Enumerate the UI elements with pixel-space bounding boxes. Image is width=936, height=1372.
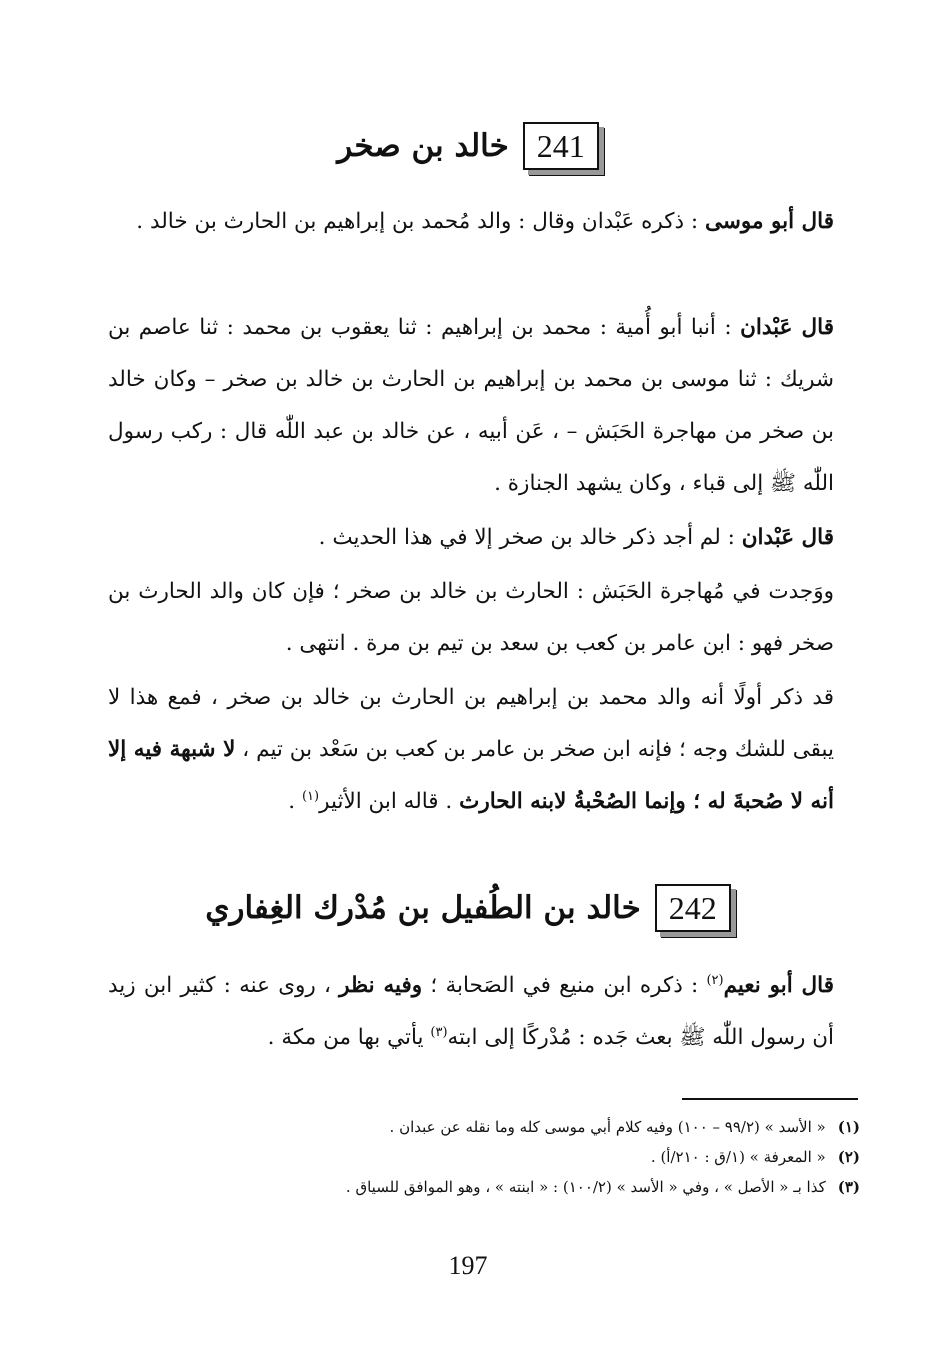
entry-242-heading (0, 884, 936, 932)
footnote-mark: (٢) (837, 1148, 860, 1166)
paragraph (108, 672, 834, 828)
paragraph-lead: قال عَبْدان (740, 315, 834, 340)
footnote-divider (682, 1098, 858, 1100)
paragraph-text: ، روى عنه : كثير ابن زيد أن رسول اللّٰه ﷺ بعث جَده : مُدْركًا إلى ابته (108, 973, 834, 1050)
paragraph-text: . قاله ابن الأثير (319, 789, 460, 814)
paragraph-text: : ذكره ابن منيع في الصَحابة ؛ (422, 973, 707, 998)
paragraph-lead: قال عَبْدان (741, 525, 834, 550)
footnote-text: كذا بـ « الأصل » ، وفي « الأسد » (١٠٠/٢) : « ابنته » ، وهو الموافق للسياق . (345, 1178, 826, 1196)
paragraph-text: قد ذكر أولًا أنه والد محمد بن إبراهيم بن الحارث بن خالد بن صخر ، فمع هذا لا يبقى للشك وجه ؛ فإنه ابن صخر بن عامر بن كعب بن سَعْد بن تيم ، (108, 685, 834, 762)
paragraph (108, 302, 834, 510)
paragraph-text: يأتي بها من مكة . (267, 1025, 431, 1050)
entry-number-box: 241 (523, 122, 599, 170)
footnote-ref[interactable]: (٣) (430, 1024, 448, 1040)
bold-phrase: لا شبهة فيه إلا أنه لا صُحبةَ له ؛ وإنما الصُحْبةُ لابنه الحارث (108, 737, 834, 814)
entry-title: خالد بن صخر (337, 128, 509, 164)
paragraph (108, 512, 834, 564)
paragraph-lead: قال أبو موسى (704, 209, 834, 234)
entry-241-heading (0, 122, 936, 170)
footnote-mark: (٣) (837, 1178, 860, 1196)
footnote-text: « المعرفة » (١/ق : ٢١٠/أ) . (650, 1148, 826, 1166)
footnote-mark: (١) (837, 1118, 860, 1136)
entry-title: خالد بن الطُفيل بن مُدْرك الغِفاري (205, 890, 641, 926)
footnote-text: « الأسد » (٩٩/٢ – ١٠٠) وفيه كلام أبي موسى كله وما نقله عن عبدان . (389, 1118, 826, 1136)
footnote-item (160, 1142, 860, 1172)
footnote-ref[interactable]: (٢) (706, 972, 724, 988)
footnote-item (160, 1172, 860, 1202)
bold-phrase: وفيه نظر (339, 973, 423, 998)
footnote-ref[interactable]: (١) (301, 788, 320, 804)
footnote-item (160, 1112, 860, 1142)
paragraph-text: : لم أجد ذكر خالد بن صخر إلا في هذا الحديث . (318, 525, 742, 550)
paragraph-lead: قال أبو نعيم (723, 973, 834, 998)
paragraph-text: : أنبا أبو أُمية : محمد بن إبراهيم : ثنا يعقوب بن محمد : ثنا عاصم بن شريك : ثنا موسى بن محمد بن إبراهيم بن الحارث بن خالد بن صخر – وكان خالد بن صخر من مهاجرة الحَبَش – ، عَن أبيه ، عن خالد بن عبد اللّٰه قال : ركب رسول اللّٰه ﷺ إلى قباء ، وكان يشهد الجنازة . (108, 315, 834, 496)
paragraph-text: : ذكره عَبْدان وقال : والد مُحمد بن إبراهيم بن الحارث بن خالد . (136, 209, 705, 234)
footnotes (160, 1112, 860, 1202)
paragraph (108, 566, 834, 670)
paragraph (108, 960, 834, 1064)
page-number: 197 (448, 1251, 488, 1280)
paragraph (108, 196, 834, 248)
paragraph-text: . (288, 789, 302, 814)
entry-number-box: 242 (655, 884, 731, 932)
paragraph-text: ووَجدت في مُهاجرة الحَبَش : الحارث بن خالد بن صخر ؛ فإن كان والد الحارث بن صخر فهو : ابن عامر بن كعب بن سعد بن تيم بن مرة . انتهى . (108, 579, 834, 656)
